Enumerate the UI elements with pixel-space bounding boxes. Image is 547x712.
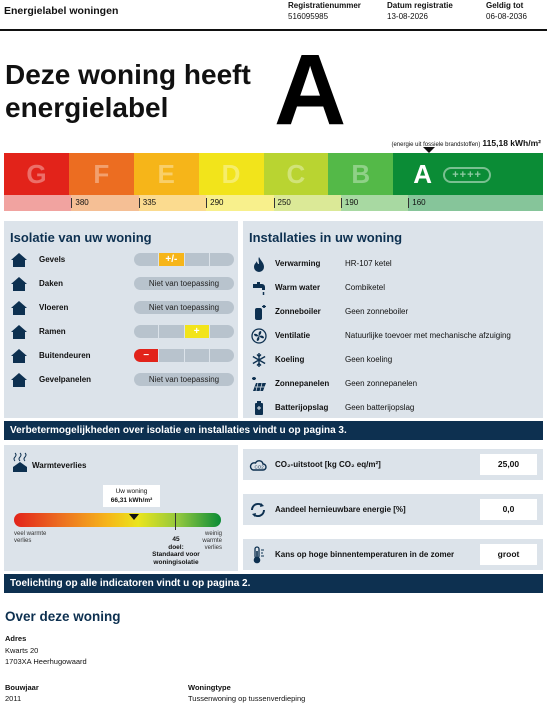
threshold-value: 335: [139, 198, 156, 208]
woningtype-label: Woningtype: [188, 683, 231, 692]
energy-label-letter: A: [274, 34, 347, 146]
house-icon: [10, 348, 28, 364]
faucet-icon: [251, 280, 267, 296]
threshold-segment-e: [139, 195, 206, 211]
label-letter-b: B: [351, 158, 371, 189]
geldig-tot-block: [486, 0, 527, 22]
adres-line2: 1703XA Heerhugowaard: [5, 657, 87, 666]
installatie-label: Verwarming: [275, 259, 321, 268]
isolatie-level-cell: [134, 253, 159, 266]
installatie-row-koeling: [251, 351, 541, 369]
label-segment-g: [4, 153, 69, 195]
weinig-warmteverlies-label: weinig warmte verlies: [202, 531, 222, 551]
isolatie-level-cell: [210, 349, 234, 362]
isolatie-row-vloeren: [10, 299, 236, 317]
fossil-note-label: (energie uit fossiele brandstoffen): [391, 142, 481, 148]
threshold-value: 160: [408, 198, 425, 208]
house-heat-icon: [12, 452, 28, 472]
isolatie-rating-track: [134, 325, 234, 338]
doel-caption: doel:: [168, 543, 184, 551]
registratienummer-value: 516095985: [288, 12, 329, 21]
installatie-value: Geen koeling: [345, 355, 393, 364]
threshold-segment-b: [341, 195, 408, 211]
doel-marker: [175, 513, 176, 530]
threshold-segment-f: [71, 195, 138, 211]
isolatie-label: Gevelpanelen: [39, 375, 92, 384]
isolatie-level-marker: [134, 349, 159, 362]
geldig-tot-label: Geldig tot: [486, 1, 524, 10]
label-segment-d: [199, 153, 264, 195]
threshold-segment-d: [206, 195, 273, 211]
warmteverlies-title: Warmteverlies: [32, 461, 87, 470]
document-header: [0, 0, 547, 31]
doel-value: 45: [172, 536, 180, 543]
datum-registratie-label: Datum registratie: [387, 1, 453, 10]
hero-title: Deze woning heeft energielabel: [5, 59, 251, 123]
hernieuwbaar-label: Aandeel hernieuwbare energie [%]: [275, 505, 406, 514]
installatie-label: Zonneboiler: [275, 307, 321, 316]
datum-registratie-value: 13-08-2026: [387, 12, 428, 21]
house-icon: [10, 372, 28, 388]
threshold-value: 290: [206, 198, 223, 208]
toelichting-banner: Toelichting op alle indicatoren vindt u op pagina 2.: [4, 574, 543, 593]
isolatie-label: Vloeren: [39, 303, 69, 312]
solar-boiler-icon: [251, 304, 267, 320]
installatie-row-zonneboiler: [251, 303, 541, 321]
energy-threshold-scale: [4, 195, 543, 211]
co2-value: 25,00: [480, 454, 537, 475]
isolatie-level-cell: [210, 325, 234, 338]
isolatie-label: Gevels: [39, 255, 66, 264]
label-letter-f: F: [93, 158, 110, 189]
installatie-label: Zonnepanelen: [275, 379, 330, 388]
snowflake-icon: [251, 352, 267, 368]
house-icon: [10, 324, 28, 340]
installatie-value: Natuurlijke toevoer met mechanische afzuiging: [345, 331, 511, 340]
bouwjaar-label: Bouwjaar: [5, 683, 39, 692]
label-segment-b: [328, 153, 393, 195]
label-segment-e: [134, 153, 199, 195]
over-title: Over deze woning: [5, 609, 121, 624]
threshold-segment-c: [274, 195, 341, 211]
fossil-energy-note: [391, 138, 541, 148]
label-letter-d: D: [221, 158, 241, 189]
isolatie-title: Isolatie van uw woning: [10, 230, 152, 245]
isolatie-label: Ramen: [39, 327, 66, 336]
adres-label: Adres: [5, 634, 27, 643]
threshold-value: 250: [274, 198, 291, 208]
isolatie-value: Niet van toepassing: [134, 373, 234, 386]
registratienummer-block: [288, 0, 361, 22]
house-icon: [10, 300, 28, 316]
doel-note: Standaard voor woningisolatie: [152, 551, 200, 566]
isolatie-level-cell: [185, 349, 210, 362]
isolatie-label: Daken: [39, 279, 64, 288]
label-segment-f: [69, 153, 134, 195]
co2-label: CO₂-uitstoot [kg CO₂ eq/m²]: [275, 460, 381, 469]
temperatuur-panel: [243, 539, 543, 570]
installatie-value: Geen batterijopslag: [345, 403, 415, 412]
label-segment-a: [393, 153, 543, 195]
warmteverlies-gradient-bar: [14, 513, 221, 527]
installatie-row-batterijopslag: [251, 399, 541, 417]
isolatie-row-buitendeuren: [10, 347, 236, 365]
woningtype-value: Tussenwoning op tussenverdieping: [188, 694, 306, 703]
installatie-label: Ventilatie: [275, 331, 311, 340]
verbeter-banner: Verbetermogelijkheden over isolatie en installaties vindt u op pagina 3.: [4, 421, 543, 440]
isolatie-level-cell: [210, 253, 234, 266]
installaties-title: Installaties in uw woning: [249, 230, 403, 245]
hernieuwbaar-panel: [243, 494, 543, 525]
installatie-row-zonnepanelen: [251, 375, 541, 393]
installatie-value: Geen zonneboiler: [345, 307, 409, 316]
isolatie-label: Buitendeuren: [39, 351, 91, 360]
installatie-row-ventilatie: [251, 327, 541, 345]
installatie-value: Geen zonnepanelen: [345, 379, 418, 388]
callout-value: 66,31 kWh/m²: [110, 497, 153, 504]
isolatie-level-cell: [185, 253, 210, 266]
co2-panel: [243, 449, 543, 480]
label-plus-indicator: ++++: [443, 167, 491, 183]
fan-icon: [251, 328, 267, 344]
active-label-pointer: [423, 147, 435, 153]
isolatie-rating-track: [134, 253, 234, 266]
house-icon: [10, 252, 28, 268]
co2-cloud-icon: [249, 456, 267, 474]
isolatie-level-cell: [159, 349, 184, 362]
doel-label: [147, 536, 205, 566]
threshold-segment-a: [408, 195, 543, 211]
threshold-segment-g: [4, 195, 71, 211]
label-letter-e: E: [157, 158, 175, 189]
thermometer-icon: [249, 546, 267, 564]
isolatie-panel: [4, 221, 238, 418]
threshold-value: 190: [341, 198, 358, 208]
threshold-value: 380: [71, 198, 88, 208]
isolatie-value: +: [193, 326, 200, 337]
installatie-label: Koeling: [275, 355, 305, 364]
temperatuur-value: groot: [480, 544, 537, 565]
fossil-energy-value: 115,18 kWh/m²: [482, 138, 541, 148]
isolatie-level-marker: [159, 253, 184, 266]
veel-warmteverlies-label: veel warmte verlies: [14, 531, 47, 544]
datum-registratie-block: [387, 0, 453, 22]
isolatie-row-gevels: [10, 251, 236, 269]
document-title: Energielabel woningen: [4, 5, 119, 17]
bouwjaar-value: 2011: [5, 694, 22, 703]
installatie-value: Combiketel: [345, 283, 386, 292]
installatie-label: Warm water: [275, 283, 321, 292]
installatie-row-warm-water: [251, 279, 541, 297]
isolatie-level-cell: [159, 325, 184, 338]
solar-panel-icon: [251, 376, 267, 392]
callout-label: Uw woning: [115, 488, 148, 495]
isolatie-rating-track: [134, 349, 234, 362]
installatie-value: HR-107 ketel: [345, 259, 392, 268]
battery-icon: [251, 400, 267, 416]
warmteverlies-callout: [103, 485, 160, 507]
geldig-tot-value: 06-08-2036: [486, 12, 527, 21]
isolatie-value: −: [143, 350, 150, 361]
isolatie-value: +/-: [165, 254, 178, 265]
isolatie-value: Niet van toepassing: [134, 277, 234, 290]
isolatie-value: Niet van toepassing: [134, 301, 234, 314]
isolatie-level-cell: [134, 325, 159, 338]
label-letter-g: G: [26, 158, 47, 189]
house-icon: [10, 276, 28, 292]
installaties-panel: [243, 221, 543, 418]
registratienummer-label: Registratienummer: [288, 1, 361, 10]
hernieuwbaar-value: 0,0: [480, 499, 537, 520]
adres-line1: Kwarts 20: [5, 646, 39, 655]
label-letter-c: C: [286, 158, 306, 189]
label-letter-a: A: [413, 158, 433, 189]
energy-label-scale: [4, 153, 543, 195]
isolatie-row-ramen: [10, 323, 236, 341]
installatie-label: Batterijopslag: [275, 403, 329, 412]
svg-text:CO2: CO2: [254, 464, 264, 470]
installatie-row-verwarming: [251, 255, 541, 273]
isolatie-row-gevelpanelen: [10, 371, 236, 389]
warmteverlies-pointer: [129, 514, 139, 520]
temperatuur-label: Kans op hoge binnentemperaturen in de zomer: [275, 550, 455, 559]
isolatie-row-daken: [10, 275, 236, 293]
flame-icon: [251, 256, 267, 272]
label-segment-c: [264, 153, 329, 195]
renewable-arrows-icon: [249, 501, 267, 519]
isolatie-level-marker: [185, 325, 210, 338]
